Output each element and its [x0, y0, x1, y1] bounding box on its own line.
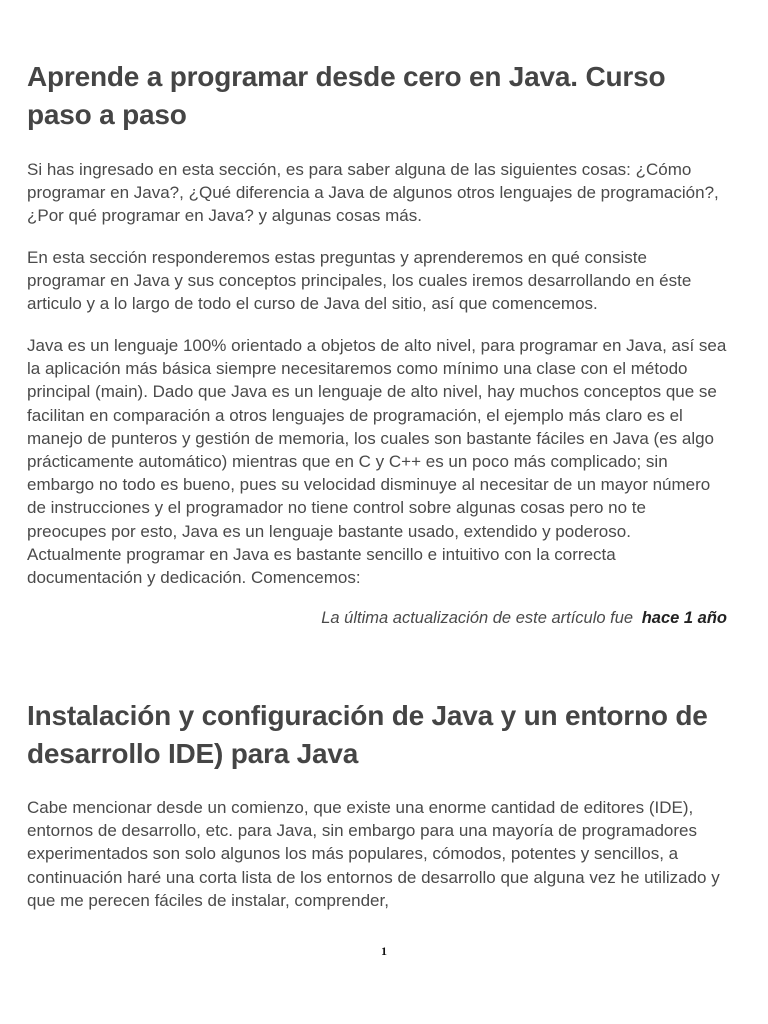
java-overview-paragraph: Java es un lenguaje 100% orientado a objetos de alto nivel, para programar en Java, así sea la aplicación más básica siempre necesitaremos como mínimo una clase con el método principal (main). Dado que Java es un lenguaje de alto nivel, hay muchos conceptos que se facilitan en comparación a otros lenguajes de programación, el ejemplo más claro es el manejo de punteros y gestión de memoria, los cuales son bastante fáciles en Java (es algo prácticamente automático) mientras que en C y C++ es un poco más complicado; sin embargo no todo es bueno, pues su velocidad disminuye al necesitar de un mayor número de instrucciones y el programador no tiene control sobre algunas cosas pero no te preocupes por esto, Java es un lenguaje bastante usado, extendido y poderoso. Actualmente programar en Java es bastante sencillo e intuitivo con la correcta documentación y dedicación. Comencemos:: [27, 336, 727, 588]
page-number: 1: [381, 944, 387, 958]
section-title-installation: Instalación y configuración de Java y un entorno de desarrollo IDE) para Java: [27, 700, 708, 769]
intro-paragraph: Si has ingresado en esta sección, es para saber alguna de las siguientes cosas: ¿Cómo programar en Java?, ¿Qué diferencia a Java de algunos otros lenguajes de programación?, ¿Por qué programar en Java? y algunas cosas más.: [27, 160, 719, 226]
last-updated-note: [27, 607, 727, 629]
last-updated-value: hace 1 año: [641, 609, 727, 627]
article-title: Aprende a programar desde cero en Java. Curso paso a paso: [27, 61, 666, 130]
section-purpose-paragraph: En esta sección responderemos estas preguntas y aprenderemos en qué consiste programar en Java y sus conceptos principales, los cuales iremos desarrollando en éste articulo y a lo largo de todo el curso de Java del sitio, así que comencemos.: [27, 248, 692, 314]
last-updated-prefix: La última actualización de este artículo fue: [321, 609, 634, 627]
ide-intro-paragraph: Cabe mencionar desde un comienzo, que existe una enorme cantidad de editores (IDE), entornos de desarrollo, etc. para Java, sin embargo para una mayoría de programadores experimentados son solo algunos los más populares, cómodos, potentes y sencillos, a continuación haré una corta lista de los entornos de desarrollo que alguna vez he utilizado y que me perecen fáciles de instalar, comprender,: [27, 798, 720, 910]
